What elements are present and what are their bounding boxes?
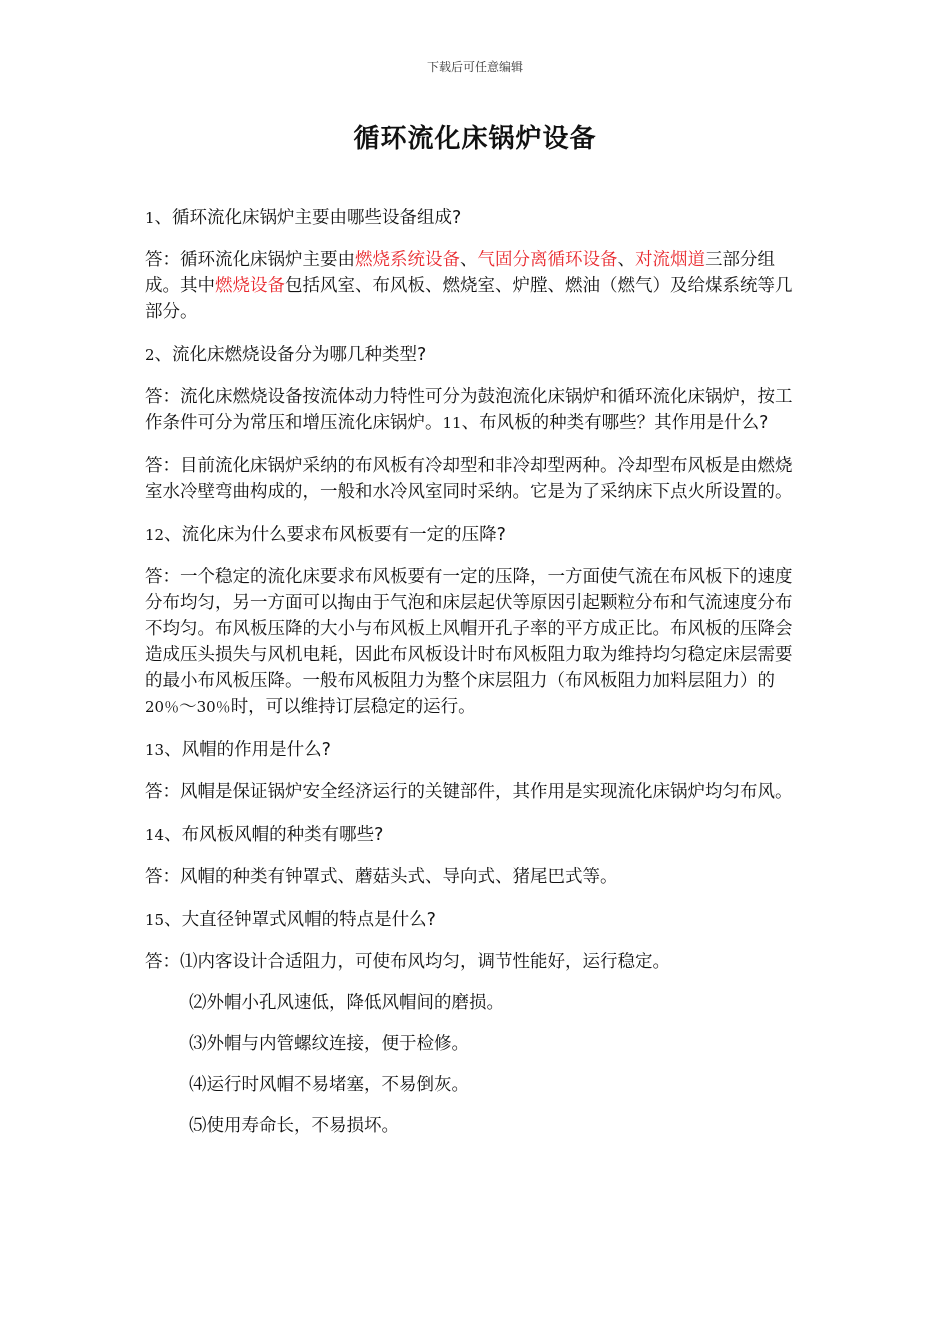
question-number: 15: [145, 911, 165, 929]
answer-12: 答：一个稳定的流化床要求布风板要有一定的压降，一方面使气流在布风板下的速度分布均匀，另一方面可以掏由于气泡和床层起伏等原因引起颗粒分布和气流速度分布不均匀。布风板压降的大小与布风板上风帽开孔子率的平方成正比。布风板的压降会造成压头损失与风机电耗，因此布风板设计时布风板阻力取为维持均匀稳定床层需要的最小布风板压降。一般布风板阻力为整个床层阻力（布风板阻力加料层阻力）的20％～30％时，可以维持订层稳定的运行。: [145, 567, 793, 717]
answer-14: 答：风帽的种类有钟罩式、蘑菇头式、导向式、猪尾巴式等。: [145, 867, 618, 887]
question-number: 13: [145, 741, 165, 759]
highlight-term: 气固分离循环设备: [477, 250, 618, 270]
question-14: 14、布风板风帽的种类有哪些?: [145, 825, 384, 845]
question-number: 14: [145, 826, 165, 844]
percent-value: 20％: [145, 698, 180, 716]
question-number: 12: [145, 526, 165, 544]
question-12: 12、流化床为什么要求布风板要有一定的压降?: [145, 525, 506, 545]
highlight-term: 燃烧系统设备: [355, 250, 460, 270]
question-2: 2、流化床燃烧设备分为哪几种类型?: [145, 345, 427, 365]
page-header: 下载后可任意编辑: [426, 60, 523, 74]
document-body: [145, 205, 805, 1154]
question-number: 1: [145, 209, 155, 227]
answer-15-item: ⑶外帽与内管螺纹连接，便于检修。: [189, 1034, 469, 1054]
answer-15-item: ⑵外帽小孔风速低，降低风帽间的磨损。: [189, 993, 504, 1013]
answer-1: 答：循环流化床锅炉主要由燃烧系统设备、气固分离循环设备、对流烟道三部分组成。其中燃烧设备包括风室、布风板、燃烧室、炉膛、燃油（燃气）及给煤系统等几部分。: [145, 250, 793, 322]
question-15: 15、大直径钟罩式风帽的特点是什么?: [145, 910, 436, 930]
answer-15-item: ⑸使用寿命长，不易损坏。: [189, 1116, 399, 1136]
answer-13: 答：风帽是保证锅炉安全经济运行的关键部件，其作用是实现流化床锅炉均匀布风。: [145, 782, 793, 802]
question-number: 11: [442, 414, 462, 432]
question-13: 13、风帽的作用是什么?: [145, 740, 331, 760]
percent-value: 30％: [196, 698, 231, 716]
answer-11: 答：目前流化床锅炉采纳的布风板有冷却型和非冷却型两种。冷却型布风板是由燃烧室水冷壁弯曲构成的，一般和水冷风室同时采纳。它是为了采纳床下点火所设置的。: [145, 456, 793, 502]
answer-2: 答：流化床燃烧设备按流体动力特性可分为鼓泡流化床锅炉和循环流化床锅炉，按工作条件可分为常压和增压流化床锅炉。11、布风板的种类有哪些？其作用是什么?: [145, 387, 793, 433]
document-title: 循环流化床锅炉设备: [353, 124, 597, 154]
question-1: 1、循环流化床锅炉主要由哪些设备组成?: [145, 208, 462, 228]
question-number: 2: [145, 346, 155, 364]
answer-15-item: ⑷运行时风帽不易堵塞，不易倒灰。: [189, 1075, 469, 1095]
answer-15-item: 答：⑴内客设计合适阻力，可使布风均匀，调节性能好，运行稳定。: [145, 952, 670, 972]
highlight-term: 燃烧设备: [215, 276, 285, 296]
highlight-term: 对流烟道: [635, 250, 705, 270]
